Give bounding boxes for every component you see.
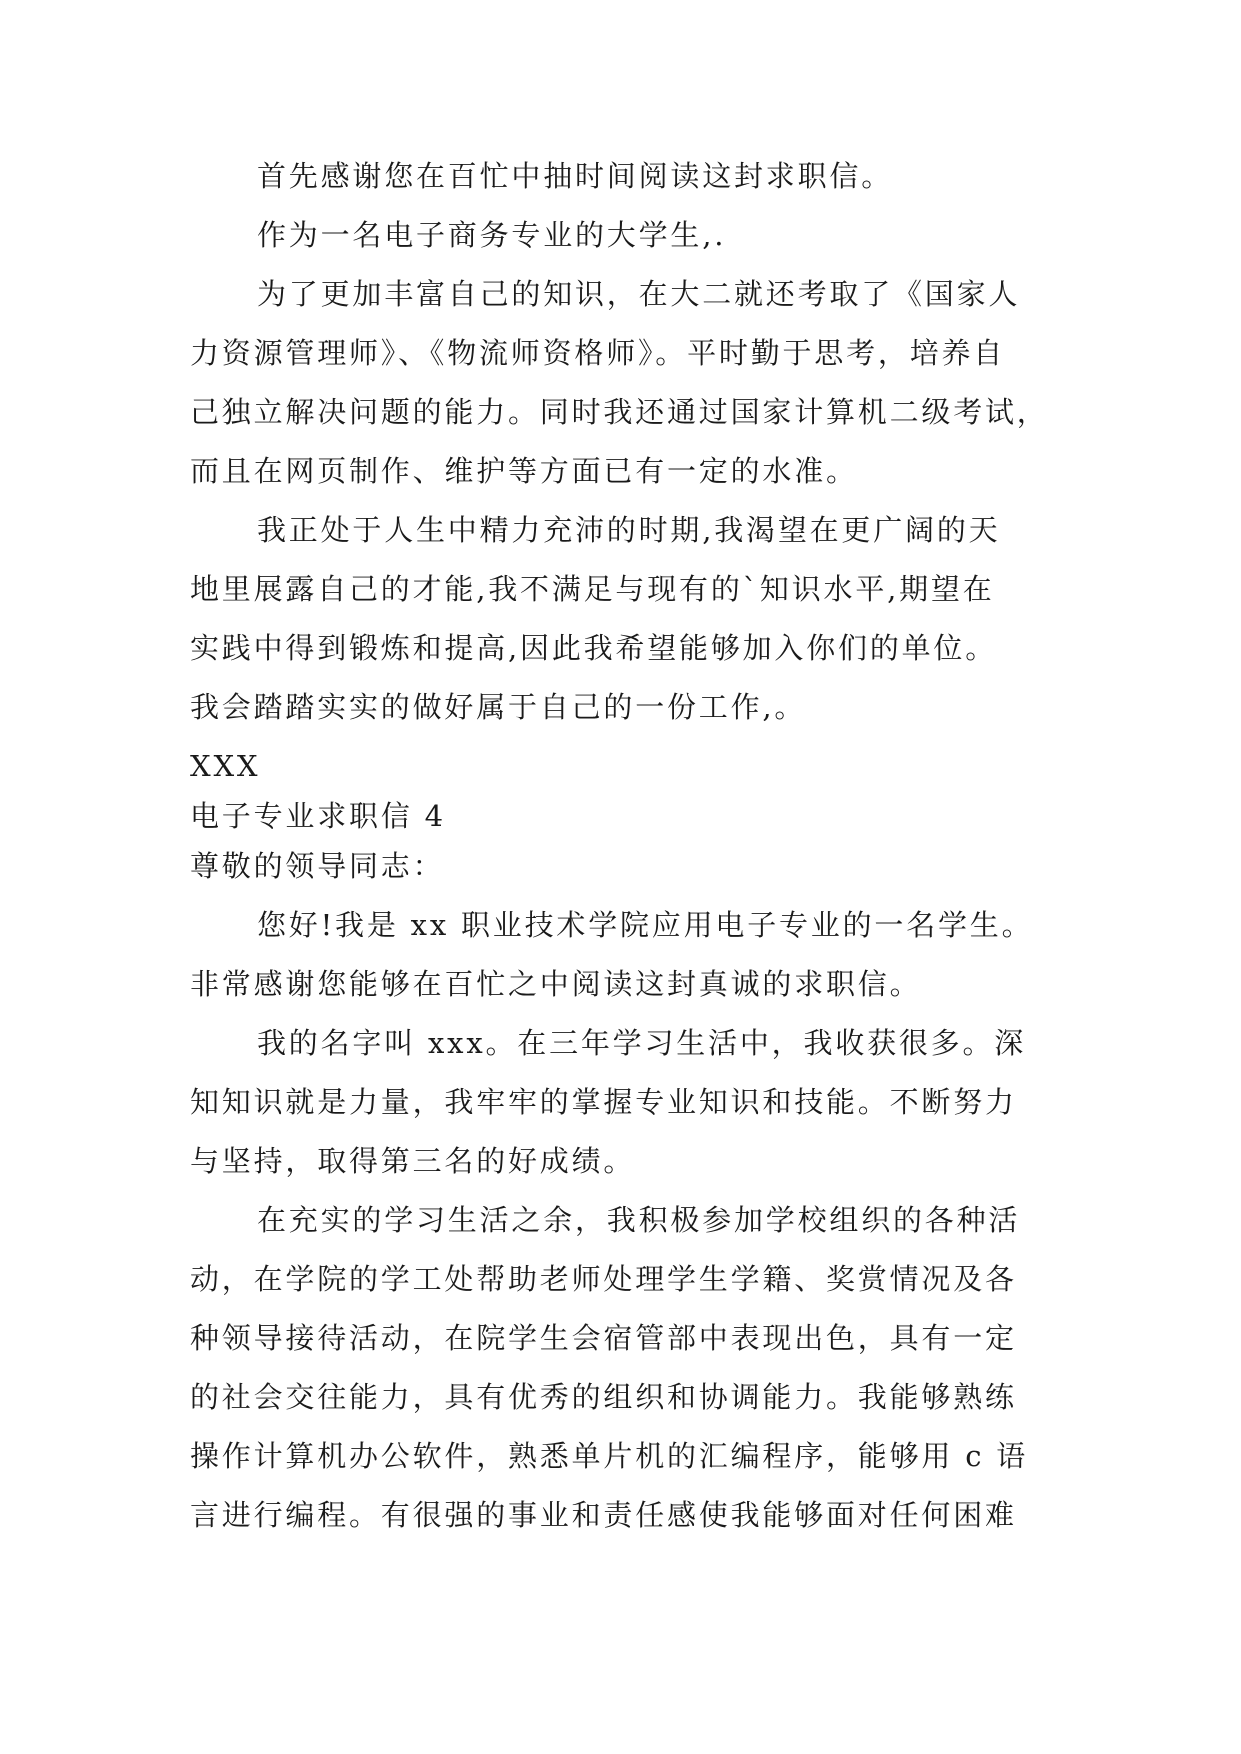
paragraph-line: 知知识就是力量，我牢牢的掌握专业知识和技能。不断努力 bbox=[190, 1085, 1017, 1119]
paragraph-line: 力资源管理师》、《物流师资格师》。平时勤于思考，培养自 bbox=[190, 336, 1006, 370]
section-title: 电子专业求职信 4 bbox=[190, 799, 446, 833]
paragraph-line: 地里展露自己的才能,我不满足与现有的`知识水平,期望在 bbox=[190, 572, 995, 606]
paragraph-line: 作为一名电子商务专业的大学生,. bbox=[257, 218, 727, 252]
paragraph-line: 操作计算机办公软件，熟悉单片机的汇编程序，能够用 c 语 bbox=[190, 1439, 1029, 1473]
paragraph-line: 首先感谢您在百忙中抽时间阅读这封求职信。 bbox=[257, 159, 894, 193]
paragraph-line: 而且在网页制作、维护等方面已有一定的水准。 bbox=[190, 454, 858, 488]
paragraph-line: 种领导接待活动，在院学生会宿管部中表现出色，具有一定 bbox=[190, 1321, 1017, 1355]
paragraph-line: 我会踏踏实实的做好属于自己的一份工作,。 bbox=[190, 690, 807, 724]
paragraph-line: 我正处于人生中精力充沛的时期,我渴望在更广阔的天 bbox=[257, 513, 1001, 547]
salutation: 尊敬的领导同志： bbox=[190, 849, 445, 883]
paragraph-line: 的社会交往能力，具有优秀的组织和协调能力。我能够熟练 bbox=[190, 1380, 1017, 1414]
paragraph-line: 己独立解决问题的能力。同时我还通过国家计算机二级考试， bbox=[190, 395, 1049, 429]
paragraph-line: 动，在学院的学工处帮助老师处理学生学籍、奖赏情况及各 bbox=[190, 1262, 1017, 1296]
paragraph-line: 您好!我是 xx 职业技术学院应用电子专业的一名学生。 bbox=[257, 908, 1034, 942]
paragraph-line: 为了更加丰富自己的知识，在大二就还考取了《国家人 bbox=[257, 277, 1021, 311]
paragraph-line: 实践中得到锻炼和提高,因此我希望能够加入你们的单位。 bbox=[190, 631, 998, 665]
paragraph-line: 我的名字叫 xxx。在三年学习生活中，我收获很多。深 bbox=[257, 1026, 1027, 1060]
paragraph-line: 在充实的学习生活之余，我积极参加学校组织的各种活 bbox=[257, 1203, 1021, 1237]
signature-line: XXX bbox=[190, 749, 261, 783]
paragraph-line: 与坚持，取得第三名的好成绩。 bbox=[190, 1144, 636, 1178]
document-page bbox=[190, 160, 1060, 1531]
paragraph-line: 言进行编程。有很强的事业和责任感使我能够面对任何困难 bbox=[190, 1498, 1017, 1532]
paragraph-line: 非常感谢您能够在百忙之中阅读这封真诚的求职信。 bbox=[190, 967, 922, 1001]
